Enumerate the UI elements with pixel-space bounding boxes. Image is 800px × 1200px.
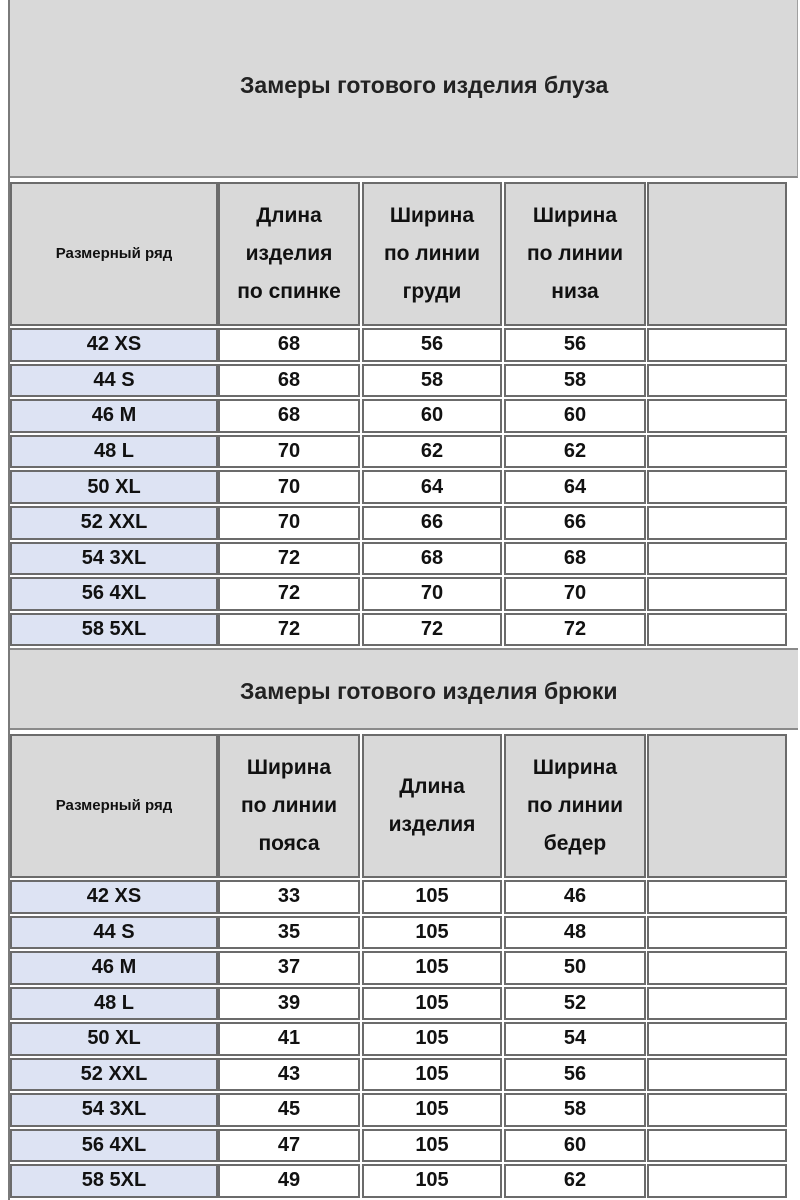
column-header: Длина изделия по спинке — [218, 182, 360, 326]
size-label: 56 4XL — [10, 577, 218, 611]
size-label: 46 M — [10, 951, 218, 985]
size-column-header: Размерный ряд — [10, 182, 218, 326]
measurement-cell: 62 — [504, 1164, 646, 1198]
empty-cell — [647, 1022, 787, 1056]
measurement-cell: 70 — [504, 577, 646, 611]
measurement-cell: 68 — [362, 542, 502, 576]
size-label: 54 3XL — [10, 542, 218, 576]
measurement-cell: 58 — [504, 1093, 646, 1127]
empty-cell — [647, 916, 787, 950]
empty-cell — [647, 506, 787, 540]
measurement-cell: 68 — [218, 364, 360, 398]
empty-cell — [647, 951, 787, 985]
measurement-cell: 50 — [504, 951, 646, 985]
measurement-cell: 64 — [504, 470, 646, 504]
column-header: Ширина по линии пояса — [218, 734, 360, 878]
measurement-cell: 49 — [218, 1164, 360, 1198]
measurement-cell: 62 — [362, 435, 502, 469]
empty-cell — [647, 435, 787, 469]
measurement-cell: 72 — [218, 613, 360, 647]
measurement-cell: 48 — [504, 916, 646, 950]
measurement-cell: 105 — [362, 987, 502, 1021]
measurement-cell: 68 — [504, 542, 646, 576]
size-label: 58 5XL — [10, 1164, 218, 1198]
size-label: 44 S — [10, 916, 218, 950]
empty-cell — [647, 577, 787, 611]
measurement-cell: 105 — [362, 880, 502, 914]
measurement-cell: 105 — [362, 916, 502, 950]
size-label: 50 XL — [10, 1022, 218, 1056]
measurement-cell: 46 — [504, 880, 646, 914]
measurement-cell: 70 — [362, 577, 502, 611]
column-header: Ширина по линии низа — [504, 182, 646, 326]
empty-cell — [647, 470, 787, 504]
measurement-cell: 105 — [362, 1058, 502, 1092]
measurement-cell: 56 — [504, 328, 646, 362]
column-header: Длина изделия — [362, 734, 502, 878]
measurement-cell: 60 — [504, 399, 646, 433]
empty-cell — [647, 1058, 787, 1092]
measurement-cell: 72 — [218, 577, 360, 611]
trousers-title-band — [10, 648, 798, 730]
measurement-cell: 105 — [362, 1164, 502, 1198]
column-header — [647, 734, 787, 878]
measurement-cell: 45 — [218, 1093, 360, 1127]
size-label: 56 4XL — [10, 1129, 218, 1163]
measurement-cell: 35 — [218, 916, 360, 950]
measurement-cell: 60 — [504, 1129, 646, 1163]
measurement-cell: 62 — [504, 435, 646, 469]
column-header: Ширина по линии бедер — [504, 734, 646, 878]
empty-cell — [647, 399, 787, 433]
size-label: 46 M — [10, 399, 218, 433]
empty-cell — [647, 880, 787, 914]
empty-cell — [647, 364, 787, 398]
size-label: 42 XS — [10, 880, 218, 914]
measurement-cell: 58 — [362, 364, 502, 398]
measurement-cell: 33 — [218, 880, 360, 914]
measurement-cell: 72 — [362, 613, 502, 647]
measurement-cell: 58 — [504, 364, 646, 398]
size-label: 44 S — [10, 364, 218, 398]
size-label: 42 XS — [10, 328, 218, 362]
measurement-cell: 70 — [218, 435, 360, 469]
size-column-header: Размерный ряд — [10, 734, 218, 878]
column-header — [647, 182, 787, 326]
empty-cell — [647, 613, 787, 647]
measurement-cell: 66 — [504, 506, 646, 540]
measurement-cell: 70 — [218, 470, 360, 504]
measurement-cell: 43 — [218, 1058, 360, 1092]
measurement-cell: 105 — [362, 1129, 502, 1163]
trousers-table-title: Замеры готового изделия брюки — [240, 678, 618, 704]
size-label: 52 XXL — [10, 506, 218, 540]
size-label: 48 L — [10, 987, 218, 1021]
measurement-cell: 105 — [362, 1093, 502, 1127]
measurement-cell: 64 — [362, 470, 502, 504]
measurement-cell: 56 — [362, 328, 502, 362]
measurement-cell: 41 — [218, 1022, 360, 1056]
measurement-cell: 68 — [218, 328, 360, 362]
measurement-cell: 72 — [504, 613, 646, 647]
measurement-cell: 68 — [218, 399, 360, 433]
blouse-table-title: Замеры готового изделия блуза — [240, 72, 609, 98]
measurement-cell: 47 — [218, 1129, 360, 1163]
measurement-cell: 39 — [218, 987, 360, 1021]
size-label: 52 XXL — [10, 1058, 218, 1092]
measurement-cell: 37 — [218, 951, 360, 985]
measurement-cell: 54 — [504, 1022, 646, 1056]
blouse-title-band — [10, 0, 798, 178]
empty-cell — [647, 1129, 787, 1163]
empty-cell — [647, 987, 787, 1021]
measurement-cell: 66 — [362, 506, 502, 540]
measurement-cell: 52 — [504, 987, 646, 1021]
measurement-cell: 56 — [504, 1058, 646, 1092]
column-header: Ширина по линии груди — [362, 182, 502, 326]
measurement-cell: 105 — [362, 1022, 502, 1056]
size-label: 50 XL — [10, 470, 218, 504]
size-label: 58 5XL — [10, 613, 218, 647]
empty-cell — [647, 1164, 787, 1198]
measurement-cell: 60 — [362, 399, 502, 433]
empty-cell — [647, 328, 787, 362]
size-label: 54 3XL — [10, 1093, 218, 1127]
empty-cell — [647, 1093, 787, 1127]
measurement-cell: 72 — [218, 542, 360, 576]
measurement-cell: 70 — [218, 506, 360, 540]
size-label: 48 L — [10, 435, 218, 469]
empty-cell — [647, 542, 787, 576]
measurement-cell: 105 — [362, 951, 502, 985]
